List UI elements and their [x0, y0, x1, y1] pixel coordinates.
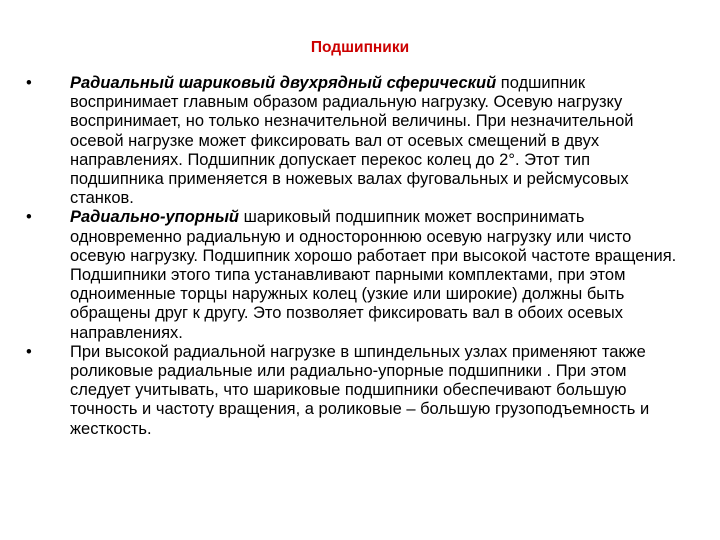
bullet-icon: •: [26, 74, 32, 92]
bullet-icon: •: [26, 342, 32, 361]
bullet-icon: •: [26, 208, 32, 227]
bullet-term: Радиальный шариковый двухрядный сферический: [70, 74, 497, 92]
slide-title: Подшипники: [310, 39, 410, 56]
bullet-text: шариковый подшипник может воспринимать одновременно радиальную и одностороннюю осевую нагрузку или чисто осевую нагрузку. Подшипник хорошо работает при высокой частоте вращения. Подшипники этого типа устанавливают парными комплектами, при этом одноименные торцы наружных колец (узкие или широкие) должны быть обращены друг к другу. Это позволяет фиксировать вал в обоих осевых направлениях.: [70, 208, 677, 342]
list-item: [26, 74, 686, 208]
bullet-list: [26, 74, 686, 439]
list-item: [26, 208, 686, 342]
bullet-text: подшипник воспринимает главным образом радиальную нагрузку. Осевую нагрузку воспринимает, но только незначительной величины. При незначительной осевой нагрузке может фиксировать вал от осевых смещений в двух направлениях. Подшипник допускает перекос колец до 2°. Этот тип подшипника применяется в ножевых валах фуговальных и рейсмусовых станков.: [70, 74, 634, 208]
list-item: [26, 343, 686, 439]
bullet-term: Радиально-упорный: [70, 208, 239, 227]
bullet-text: При высокой радиальной нагрузке в шпиндельных узлах применяют также роликовые радиальные или радиально-упорные подшипники . При этом следует учитывать, что шариковые подшипники обеспечивают большую точность и частоту вращения, а роликовые – большую грузоподъемность и жесткость.: [70, 342, 650, 438]
